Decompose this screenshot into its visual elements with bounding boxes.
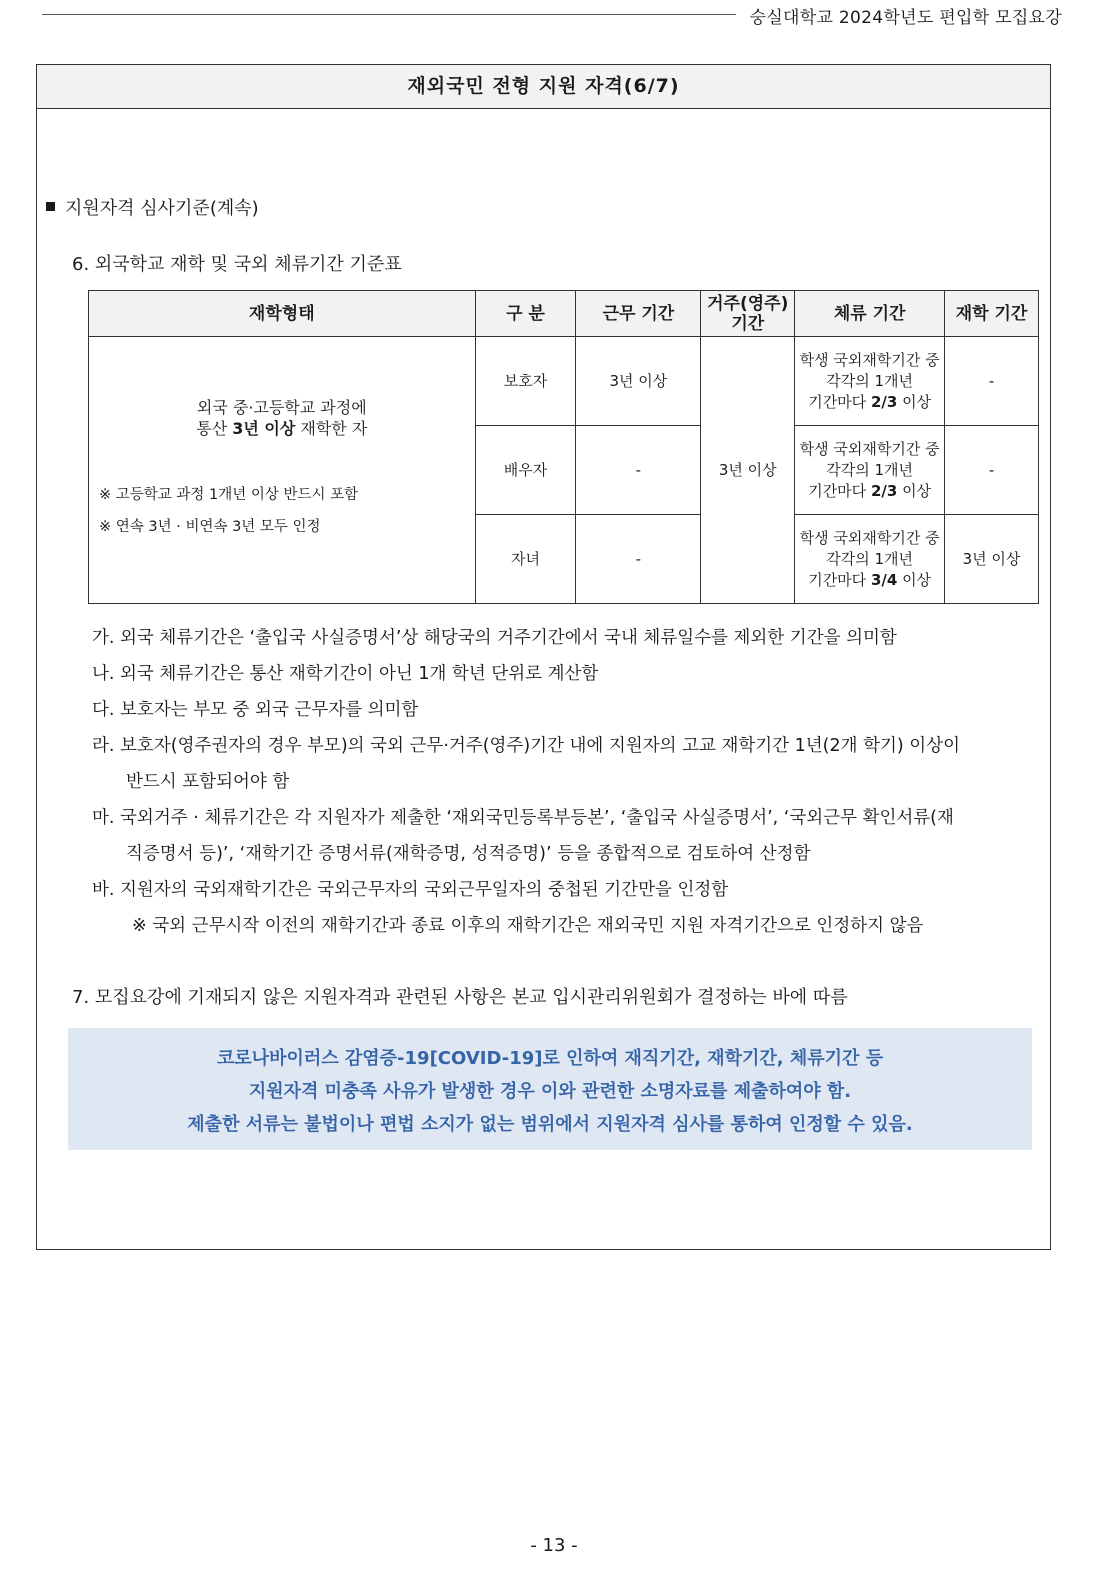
header-residence-text: 거주(영주) 기간 [707,293,789,334]
stay-line3-pre: 기간마다 [808,392,871,411]
notice-line2: 지원자격 미충족 사유가 발생한 경우 이와 관련한 소명자료를 제출하여야 함. [248,1081,852,1102]
item-7: 7. 모집요강에 기재되지 않은 지원자격과 관련된 사항은 본교 입시관리위원회가 결정하는 바에 따름 [72,987,848,1008]
header-study-type: 재학형태 [89,291,476,337]
stay-line2: 각각의 1개년 [826,549,913,568]
section-heading [46,194,259,220]
header-stay-period: 체류 기간 [795,291,945,337]
study-type-line1: 외국 중·고등학교 과정에 [196,398,367,417]
stay-line3-post: 이상 [897,570,932,589]
stay-period-spouse [795,426,945,515]
stay-line1: 학생 국외재학기간 중 [799,439,940,458]
page-number: - 13 - [530,1535,578,1556]
stay-line3 [795,481,944,502]
study-type-line2-bold: 3년 이상 [232,419,296,438]
study-type-line2 [89,418,475,439]
table-row [89,337,1039,426]
study-type-note2: ※ 연속 3년 · 비연속 3년 모두 인정 [99,519,321,535]
stay-period-guardian [795,337,945,426]
note-ra: 라. 보호자(영주권자의 경우 부모)의 국외 근무·거주(영주)기간 내에 지원자의 고교 재학기간 1년(2개 학기) 이상이 [92,736,961,756]
note-na: 나. 외국 체류기간은 통산 재학기간이 아닌 1개 학년 단위로 계산함 [92,664,599,684]
stay-line2: 각각의 1개년 [826,460,913,479]
note-da: 다. 보호자는 부모 중 외국 근무자를 의미함 [92,700,419,720]
section-heading-text: 지원자격 심사기준(계속) [65,198,259,219]
document-header: 숭실대학교 2024학년도 편입학 모집요강 [749,8,1062,28]
study-period-guardian: - [945,337,1039,426]
stay-line3-bold: 3/4 [870,570,898,589]
category-child: 자녀 [475,515,576,604]
work-period-guardian: 3년 이상 [576,337,701,426]
study-type-note1: ※ 고등학교 과정 1개년 이상 반드시 포함 [99,487,359,503]
header-study-period: 재학 기간 [945,291,1039,337]
header-work-period: 근무 기간 [576,291,701,337]
header-rule [42,14,736,15]
stay-line2: 각각의 1개년 [826,371,913,390]
stay-line3 [795,570,944,591]
criteria-table [88,290,1039,604]
stay-line3-pre: 기간마다 [808,481,871,500]
study-type-cell [89,337,476,604]
page-title: 재외국민 전형 지원 자격(6/7) [37,65,1050,109]
category-guardian: 보호자 [475,337,576,426]
study-type-notes [89,479,475,543]
work-period-child: - [576,515,701,604]
stay-line3-pre: 기간마다 [808,570,871,589]
note-ra-cont: 반드시 포함되어야 함 [126,772,290,792]
note-ba-sub: ※ 국외 근무시작 이전의 재학기간과 종료 이후의 재학기간은 재외국민 지원 자격기간으로 인정하지 않음 [132,916,924,936]
notice-line1: 코로나바이러스 감염증-19[COVID-19]로 인하여 재직기간, 재학기간, 체류기간 등 [216,1048,884,1069]
note-ga: 가. 외국 체류기간은 ‘출입국 사실증명서’상 해당국의 거주기간에서 국내 체류일수를 제외한 기간을 의미함 [92,628,897,648]
table-header-row [89,291,1039,337]
note-ba: 바. 지원자의 국외재학기간은 국외근무자의 국외근무일자의 중첩된 기간만을 인정함 [92,880,729,900]
stay-line3-post: 이상 [897,481,932,500]
stay-line3-bold: 2/3 [870,392,898,411]
study-period-spouse: - [945,426,1039,515]
stay-period-child [795,515,945,604]
stay-line3-post: 이상 [897,392,932,411]
sub-heading: 6. 외국학교 재학 및 국외 체류기간 기준표 [72,254,402,275]
residence-period-cell: 3년 이상 [701,337,795,604]
stay-line1: 학생 국외재학기간 중 [799,350,940,369]
square-bullet-icon [46,202,55,211]
study-type-line2-post: 재학한 자 [295,419,368,438]
stay-line3-bold: 2/3 [870,481,898,500]
notice-line3: 제출한 서류는 불법이나 편법 소지가 없는 범위에서 지원자격 심사를 통하여 인정할 수 있음. [187,1114,913,1135]
study-period-child: 3년 이상 [945,515,1039,604]
header-category: 구 분 [475,291,576,337]
stay-line3 [795,392,944,413]
notes-list [92,620,1052,944]
note-ma-cont: 직증명서 등)’, ‘재학기간 증명서류(재학증명, 성적증명)’ 등을 종합적으로 검토하여 산정함 [126,844,811,864]
covid-notice-box [68,1028,1032,1150]
stay-line1: 학생 국외재학기간 중 [799,528,940,547]
category-spouse: 배우자 [475,426,576,515]
study-type-line2-pre: 통산 [196,419,233,438]
note-ma: 마. 국외거주 · 체류기간은 각 지원자가 제출한 ‘재외국민등록부등본’, ‘출입국 사실증명서’, ‘국외근무 확인서류(재 [92,808,954,828]
work-period-spouse: - [576,426,701,515]
header-residence-period [701,291,795,337]
